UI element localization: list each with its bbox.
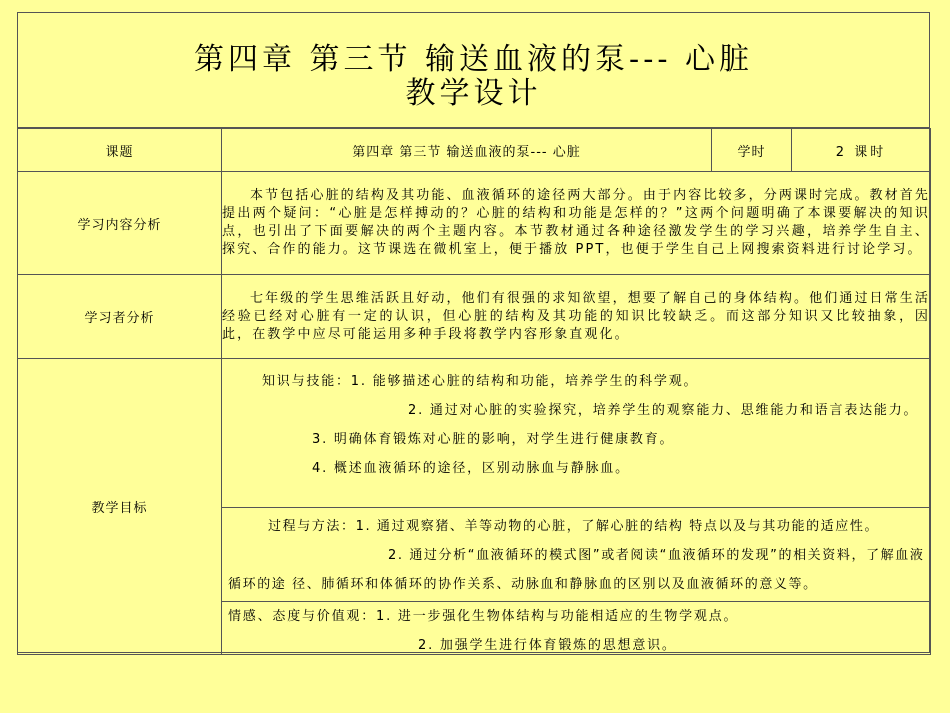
emotion-line-2: 2. 加强学生进行体育锻炼的思想意识。 (418, 638, 677, 653)
process-methods-block (222, 507, 930, 601)
knowledge-line-1: 知识与技能：1. 能够描述心脏的结构和功能，培养学生的科学观。 (262, 374, 699, 389)
topic-value: 第四章 第三节 输送血液的泵--- 心脏 (222, 129, 712, 172)
knowledge-line-2: 2. 通过对心脏的实验探究，培养学生的观察能力、思维能力和语言表达能力。 (408, 403, 919, 418)
process-line-1: 过程与方法：1. 通过观察猪、羊等动物的心脏，了解心脏的结构 特点以及与其功能的适应性。 (268, 519, 880, 534)
learner-analysis-text: 七年级的学生思维活跃且好动，他们有很强的求知欲望，想要了解自己的身体结构。他们通过日常生活经验已经对心脏有一定的认识，但心脏的结构及其功能的知识比较缺乏。而这部分知识又比较抽象，因此，在教学中应尽可能运用多种手段将教学内容形象直观化。 (222, 290, 930, 342)
learner-analysis-label: 学习者分析 (18, 275, 222, 359)
emotion-values-block (222, 601, 930, 654)
hours-value: 2 课时 (792, 129, 931, 172)
lesson-plan-table (17, 128, 931, 655)
learner-analysis-row (18, 275, 931, 359)
content-analysis-text: 本节包括心脏的结构及其功能、血液循环的途径两大部分。由于内容比较多，分两课时完成。教材首先提出两个疑问：“心脏是怎样搏动的？心脏的结构和功能是怎样的？”这两个问题明确了本课要解决的知识点，也引出了下面要解决的两个主题内容。本节教材通过各种途径激发学生的学习兴趣，培养学生自主、探究、合作的能力。这节课选在微机室上，便于播放 PPT，也便于学生自己上网搜索资料进行讨论学习。 (222, 188, 930, 257)
hours-label: 学时 (712, 129, 792, 172)
topic-label: 课题 (18, 129, 222, 172)
emotion-line-1: 情感、态度与价值观：1. 进一步强化生物体结构与功能相适应的生物学观点。 (228, 609, 739, 624)
objectives-label: 教学目标 (18, 359, 222, 655)
knowledge-line-4: 4. 概述血液循环的途径，区别动脉血与静脉血。 (312, 461, 630, 476)
title-line-2: 教学设计 (405, 75, 542, 111)
objectives-cell (222, 359, 931, 655)
content-analysis-cell (222, 172, 931, 275)
content-analysis-row (18, 172, 931, 275)
learner-analysis-cell (222, 275, 931, 359)
knowledge-skills-block (222, 359, 930, 507)
title-line-1: 第四章 第三节 输送血液的泵--- 心脏 (193, 41, 754, 77)
knowledge-line-3: 3. 明确体育锻炼对心脏的影响，对学生进行健康教育。 (312, 432, 675, 447)
topic-row (18, 129, 931, 172)
content-analysis-label: 学习内容分析 (18, 172, 222, 275)
objectives-row (18, 359, 931, 655)
document-title (17, 12, 930, 128)
process-line-2: 2. 通过分析“血液循环的模式图”或者阅读“血液循环的发现”的相关资料，了解血液循环的途 径、肺循环和体循环的协作关系、动脉血和静脉血的区别以及血液循环的意义等。 (228, 548, 925, 592)
